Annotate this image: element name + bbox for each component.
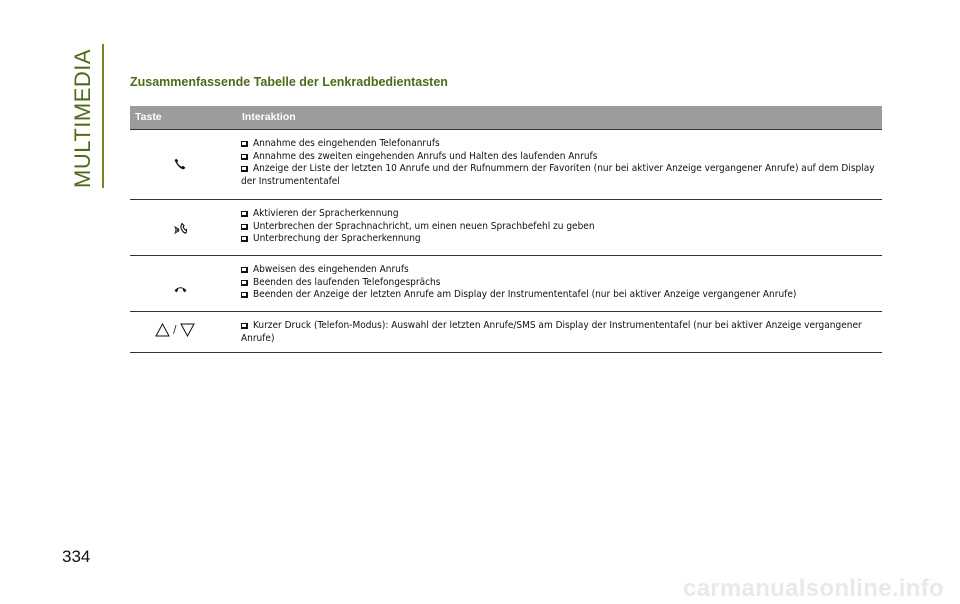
section-divider <box>102 44 104 188</box>
bullet-icon <box>241 267 248 273</box>
action-list <box>241 312 882 350</box>
list-item: Kurzer Druck (Telefon-Modus): Auswahl der letzten Anrufe/SMS am Display der Instrumententafel (nur bei aktiver Anzeige vergangener Anrufe) <box>241 320 862 344</box>
header-action: Interaktion <box>242 111 296 123</box>
arrow-separator: / <box>173 323 177 336</box>
bullet-icon <box>241 141 248 147</box>
list-item: Annahme des zweiten eingehenden Anrufs und Halten des laufenden Anrufs <box>241 151 882 164</box>
bullet-icon <box>241 236 248 242</box>
table-row <box>130 200 882 256</box>
table-row <box>130 130 882 200</box>
bullet-icon <box>241 280 248 286</box>
footer-watermark: carmanualsonline.info <box>682 575 944 602</box>
bullet-icon <box>241 154 248 160</box>
list-item: Aktivieren der Spracherkennung <box>241 208 882 221</box>
bullet-icon <box>241 292 248 298</box>
action-list <box>241 200 882 251</box>
voice-recognition-icon <box>174 222 187 241</box>
page-title: Zusammenfassende Tabelle der Lenkradbedientasten <box>130 75 448 89</box>
up-down-arrows-icon <box>155 323 195 337</box>
list-item: Beenden des laufenden Telefongesprächs <box>241 277 882 290</box>
up-arrow-icon <box>155 323 170 337</box>
list-item: Unterbrechen der Sprachnachricht, um einen neuen Sprachbefehl zu geben <box>241 221 882 234</box>
header-key: Taste <box>135 111 162 123</box>
phone-answer-icon <box>174 155 186 174</box>
list-item: Anzeige der Liste der letzten 10 Anrufe und der Rufnummern der Favoriten (nur bei aktiver Anzeige vergangener Anrufe) auf dem Display der Instrumententafel <box>241 163 875 187</box>
list-item: Beenden der Anzeige der letzten Anrufe am Display der Instrumententafel (nur bei aktiver Anzeige vergangener Anrufe) <box>241 289 882 302</box>
list-item: Unterbrechung der Spracherkennung <box>241 233 882 246</box>
controls-table <box>130 106 882 353</box>
section-label: MULTIMEDIA <box>70 48 95 188</box>
table-row <box>130 312 882 353</box>
down-arrow-icon <box>180 323 195 337</box>
bullet-icon <box>241 323 248 329</box>
list-item: Abweisen des eingehenden Anrufs <box>241 264 882 277</box>
action-list <box>241 256 882 307</box>
action-list <box>241 130 882 193</box>
bullet-icon <box>241 211 248 217</box>
table-header <box>130 106 882 130</box>
phone-hangup-icon <box>174 278 187 297</box>
table-row <box>130 256 882 312</box>
list-item: Annahme des eingehenden Telefonanrufs <box>241 138 882 151</box>
bullet-icon <box>241 224 248 230</box>
bullet-icon <box>241 166 248 172</box>
page-number: 334 <box>62 547 91 566</box>
